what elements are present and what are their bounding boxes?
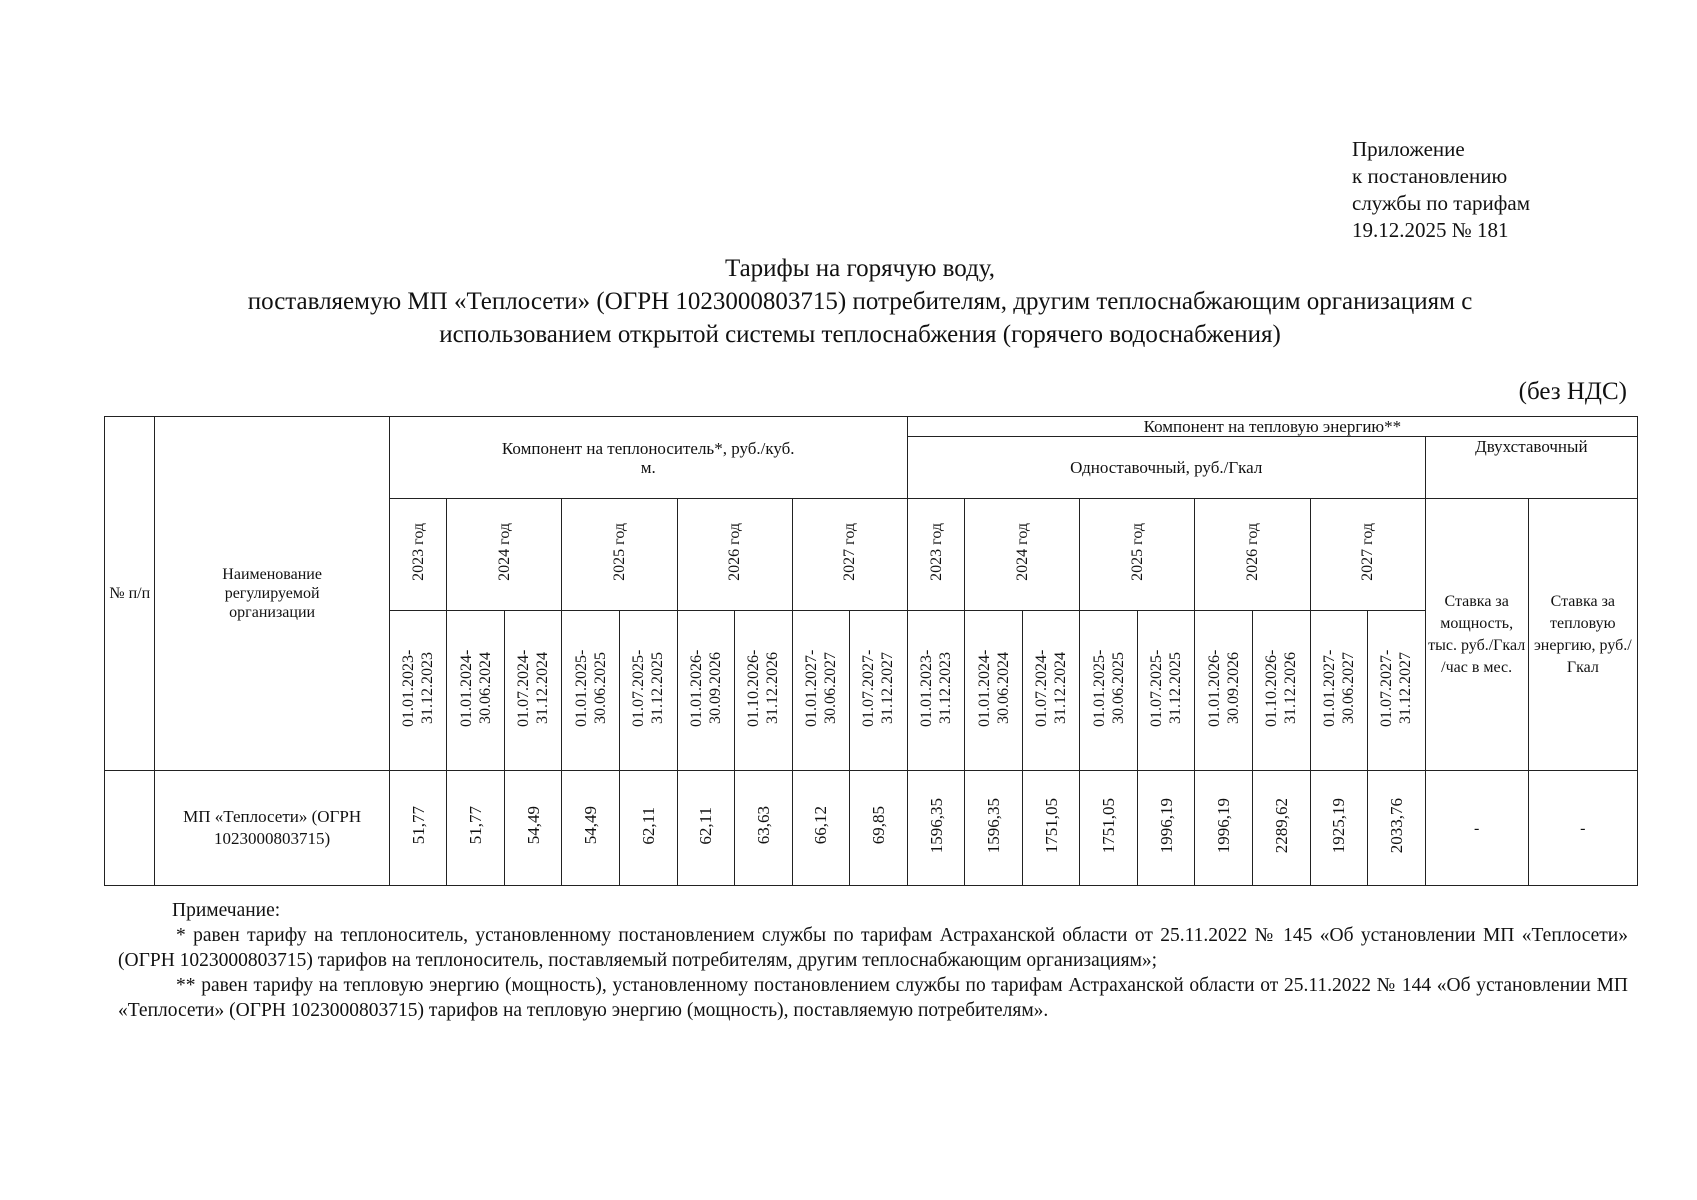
col-number-header: № п/п	[105, 417, 155, 771]
appendix-date-number: 19.12.2025 № 181	[1352, 218, 1509, 242]
row-number	[105, 771, 155, 886]
energy-period: 01.01.2027- 30.06.2027	[1310, 611, 1368, 771]
carrier-year-2023: 2023 год	[389, 499, 447, 611]
appendix-line: к постановлению	[1352, 164, 1508, 188]
tariff-table	[104, 416, 1638, 886]
energy-value: 1751,05	[1080, 771, 1138, 886]
energy-value: 1596,35	[907, 771, 965, 886]
appendix-line: Приложение	[1352, 137, 1465, 161]
carrier-value: 69,85	[850, 771, 908, 886]
energy-value: 2289,62	[1253, 771, 1311, 886]
note-carrier: * равен тарифу на теплоноситель, установленному постановлением службы по тарифам Астраханской области от 25.11.2022 № 145 «Об установлении МП «Теплосети» (ОГРН 1023000803715) тарифов на теплоноситель, поставляемый потребителям, другим теплоснабжающим организациям»;	[118, 925, 1628, 971]
row-org-name: МП «Теплосети» (ОГРН 1023000803715)	[155, 771, 389, 886]
carrier-year-2026: 2026 год	[677, 499, 792, 611]
carrier-period: 01.01.2024- 30.06.2024	[447, 611, 505, 771]
table-row	[105, 771, 1638, 886]
carrier-value: 63,63	[735, 771, 793, 886]
notes-block	[118, 898, 1628, 1023]
energy-value: 1996,19	[1137, 771, 1195, 886]
carrier-value: 51,77	[389, 771, 447, 886]
energy-component-header: Компонент на тепловую энергию**	[907, 417, 1637, 437]
carrier-value: 54,49	[504, 771, 562, 886]
energy-period: 01.01.2026- 30.09.2026	[1195, 611, 1253, 771]
carrier-value: 62,11	[619, 771, 677, 886]
carrier-year-2027: 2027 год	[792, 499, 907, 611]
energy-period: 01.01.2023- 31.12.2023	[907, 611, 965, 771]
title-line-2: поставляемую МП «Теплосети» (ОГРН 1023000803715) потребителям, другим теплоснабжающим организациям с	[247, 288, 1473, 315]
appendix-block	[1352, 136, 1530, 244]
energy-rate-header: Ставка за тепловую энергию, руб./Гкал	[1528, 499, 1637, 771]
energy-period: 01.01.2025- 30.06.2025	[1080, 611, 1138, 771]
carrier-period: 01.10.2026- 31.12.2026	[735, 611, 793, 771]
energy-period: 01.07.2025- 31.12.2025	[1137, 611, 1195, 771]
title-line-3: использованием открытой системы теплоснабжения (горячего водоснабжения)	[439, 321, 1281, 348]
energy-period: 01.10.2026- 31.12.2026	[1253, 611, 1311, 771]
appendix-line: службы по тарифам	[1352, 191, 1530, 215]
energy-value: 1996,19	[1195, 771, 1253, 886]
carrier-value: 51,77	[447, 771, 505, 886]
energy-value: 1751,05	[1022, 771, 1080, 886]
two-rate-header: Двухставочный	[1425, 437, 1637, 499]
carrier-value: 62,11	[677, 771, 735, 886]
carrier-period: 01.07.2027- 31.12.2027	[850, 611, 908, 771]
carrier-period: 01.01.2023- 31.12.2023	[389, 611, 447, 771]
col-org-name-header: Наименование регулируемой организации	[155, 417, 389, 771]
carrier-value: 54,49	[562, 771, 620, 886]
energy-year-2024: 2024 год	[965, 499, 1080, 611]
carrier-value: 66,12	[792, 771, 850, 886]
note-energy: ** равен тарифу на тепловую энергию (мощность), установленному постановлением службы по тарифам Астраханской области от 25.11.2022 № 144 «Об установлении МП «Теплосети» (ОГРН 1023000803715) тарифов на тепловую энергию (мощность), поставляемую потребителям».	[118, 975, 1628, 1021]
carrier-period: 01.01.2026- 30.09.2026	[677, 611, 735, 771]
carrier-period: 01.07.2024- 31.12.2024	[504, 611, 562, 771]
energy-year-2025: 2025 год	[1080, 499, 1195, 611]
title-line-1: Тарифы на горячую воду,	[724, 255, 996, 282]
energy-value: 2033,76	[1368, 771, 1426, 886]
energy-value: 1596,35	[965, 771, 1023, 886]
energy-period: 01.07.2027- 31.12.2027	[1368, 611, 1426, 771]
single-rate-header: Одноставочный, руб./Гкал	[907, 437, 1425, 499]
vat-note: (без НДС)	[1518, 378, 1627, 405]
energy-year-2023: 2023 год	[907, 499, 965, 611]
energy-year-2027: 2027 год	[1310, 499, 1425, 611]
carrier-period: 01.01.2027- 30.06.2027	[792, 611, 850, 771]
carrier-component-header: Компонент на теплоноситель*, руб./куб. м.	[389, 417, 907, 499]
carrier-period: 01.07.2025- 31.12.2025	[619, 611, 677, 771]
energy-year-2026: 2026 год	[1195, 499, 1310, 611]
energy-rate-value: -	[1528, 771, 1637, 886]
notes-label: Примечание:	[172, 900, 281, 921]
capacity-rate-value: -	[1425, 771, 1528, 886]
capacity-rate-header: Ставка за мощность, тыс. руб./Гкал /час в мес.	[1425, 499, 1528, 771]
document-title	[120, 252, 1600, 351]
energy-period: 01.07.2024- 31.12.2024	[1022, 611, 1080, 771]
carrier-year-2024: 2024 год	[447, 499, 562, 611]
carrier-year-2025: 2025 год	[562, 499, 677, 611]
energy-value: 1925,19	[1310, 771, 1368, 886]
energy-period: 01.01.2024- 30.06.2024	[965, 611, 1023, 771]
carrier-period: 01.01.2025- 30.06.2025	[562, 611, 620, 771]
